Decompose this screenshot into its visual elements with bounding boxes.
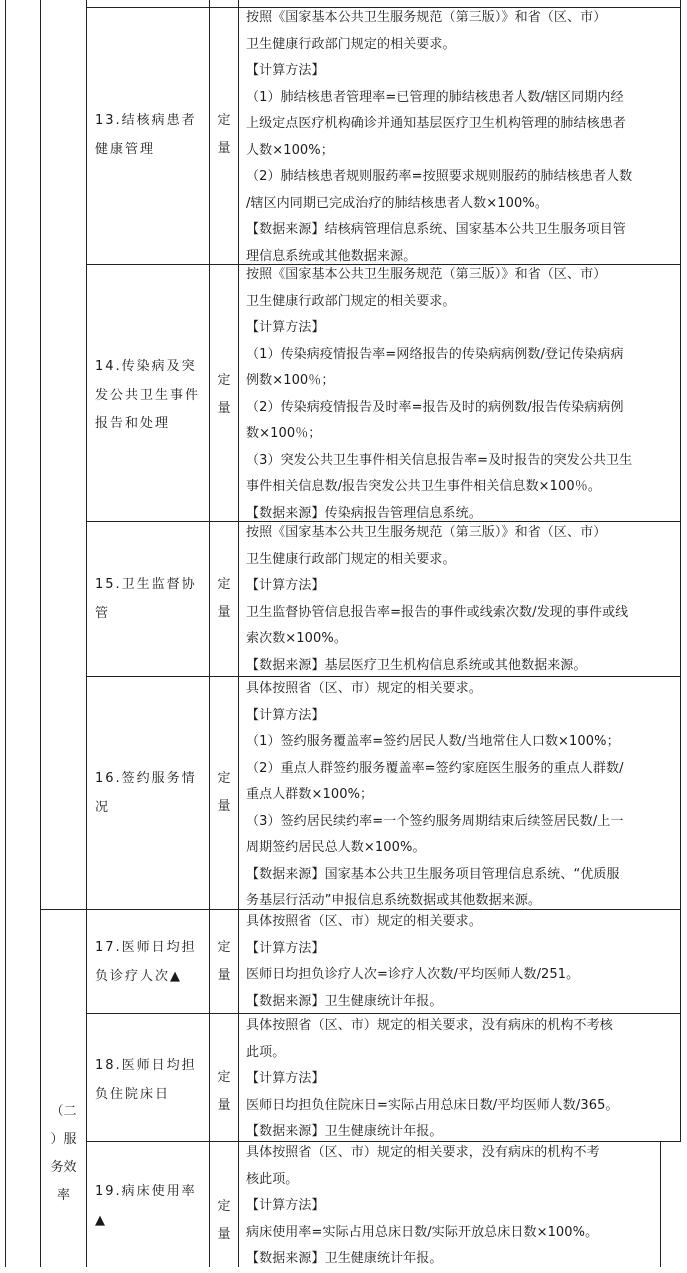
indicator-name-19: 19.病床使用率 ▲ xyxy=(95,1184,197,1228)
indicator-detail-17: 具体按照省（区、市）规定的相关要求。 【计算方法】 医师日均担负诊疗人次=诊疗人次数/平均医师人数/251。 【数据来源】卫生健康统计年报。 xyxy=(246,914,580,1009)
indicator-type-15: 定 量 xyxy=(217,577,231,620)
table-col-divider-2 xyxy=(86,0,87,1267)
indicator-detail-18: 具体按照省（区、市）规定的相关要求，没有病床的机构不考核 此项。 【计算方法】 医师日均担负住院床日=实际占用总床日数/平均医师人数/365。 【数据来源】卫生健康统计年报。 xyxy=(246,1018,619,1139)
category-label: （二 ）服 务效 率 xyxy=(50,1104,77,1203)
indicator-detail-15: 按照《国家基本公共卫生服务规范（第三版）》和省（区、市） 卫生健康行政部门规定的相关要求。 【计算方法】 卫生监督协管信息报告率=报告的事件或线索次数/发现的事件或线 索次数×100%。 【数据来源】基层医疗卫生机构信息系统或其他数据来源。 xyxy=(246,525,629,673)
table-col-divider-1 xyxy=(40,0,41,1267)
table-col-divider-3 xyxy=(209,0,210,1267)
indicator-type-16: 定 量 xyxy=(217,771,231,814)
table-border-right-upper xyxy=(680,0,681,1142)
indicator-name-17: 17.医师日均担 负诊疗人次▲ xyxy=(95,940,197,984)
indicator-detail-16: 具体按照省（区、市）规定的相关要求。 【计算方法】 （1）签约服务覆盖率=签约居民人数/当地常住人口数×100%； （2）重点人群签约服务覆盖率=签约家庭医生服务的重点人群数/ 重点人群数×100%； （3）签约居民续约率=一个签约服务周期结束后续签居民数/上一 周期签约居民总人数×100%。 【数据来源】国家基本公共卫生服务项目管理信息系统、“优质服 务基层行活动”申报信息系统数据或其他数据来源。 xyxy=(246,681,624,908)
indicator-name-13: 13.结核病患者 健康管理 xyxy=(95,113,197,157)
indicator-name-16: 16.签约服务情 况 xyxy=(95,771,197,815)
indicator-detail-14: 按照《国家基本公共卫生服务规范（第三版）》和省（区、市） 卫生健康行政部门规定的相关要求。 【计算方法】 （1）传染病疫情报告率=网络报告的传染病病例数/登记传染病病 例数×100％； （2）传染病疫情报告及时率=报告及时的病例数/报告传染病病例 数×100％； （3）突发公共卫生事件相关信息报告率=及时报告的突发公共卫生 事件相关信息数/报告突发公共卫生事件相关信息数×100％。 【数据来源】传染病报告管理信息系统。 xyxy=(246,267,633,521)
indicator-name-14: 14.传染病及突 发公共卫生事件 报告和处理 xyxy=(95,359,201,431)
table-border-right-lower xyxy=(660,1141,661,1267)
indicator-detail-13: 按照《国家基本公共卫生服务规范（第三版）》和省（区、市） 卫生健康行政部门规定的相关要求。 【计算方法】 （1）肺结核患者管理率=已管理的肺结核患者人数/辖区同期内经 上级定点医疗机构确诊并通知基层医疗卫生机构管理的肺结核患者 人数×100%； （2）肺结核患者规则服药率=按照要求规则服药的肺结核患者人数 /辖区内同期已完成治疗的肺结核患者人数×100%。 【数据来源】结核病管理信息系统、国家基本公共卫生服务项目管 理信息系统或其他数据来源。 xyxy=(246,10,633,264)
indicator-type-18: 定 量 xyxy=(217,1070,231,1113)
indicator-type-14: 定 量 xyxy=(217,373,231,416)
table-border-left xyxy=(5,0,6,1267)
indicator-type-19: 定 量 xyxy=(217,1199,231,1242)
indicator-type-17: 定 量 xyxy=(217,940,231,983)
indicator-name-18: 18.医师日均担 负住院床日 xyxy=(95,1058,197,1102)
indicator-type-13: 定 量 xyxy=(217,113,231,156)
indicator-name-15: 15.卫生监督协 管 xyxy=(95,577,197,621)
indicator-detail-19: 具体按照省（区、市）规定的相关要求，没有病床的机构不考 核此项。 【计算方法】 病床使用率=实际占用总床日数/实际开放总床日数×100%。 【数据来源】卫生健康统计年报。 xyxy=(246,1145,600,1266)
table-col-divider-4 xyxy=(238,0,239,1267)
